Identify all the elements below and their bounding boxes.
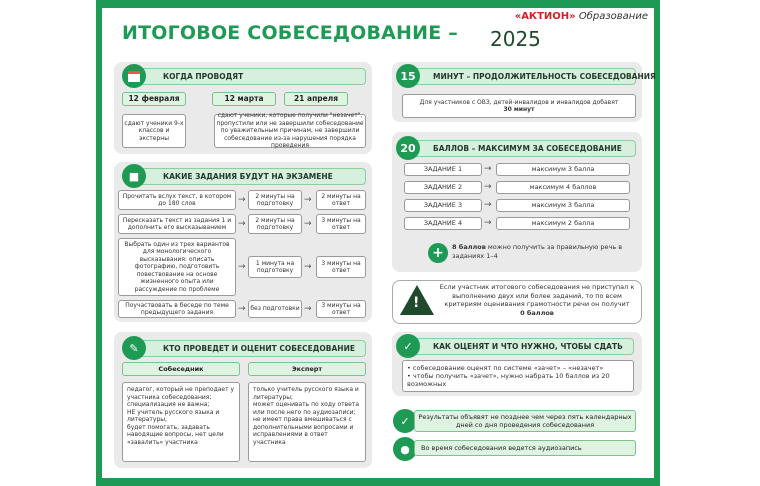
duration-note	[402, 94, 636, 118]
task-3-prep: 1 минута на подготовку	[248, 256, 302, 278]
plus-icon: +	[428, 243, 448, 263]
task-2-prep: 2 минуты на подготовку	[248, 214, 302, 234]
score-max-4: максимум 2 балла	[496, 217, 630, 230]
task-4-prep: без подготовки	[248, 300, 302, 318]
when-who: сдают ученики 9-х классов и экстерны	[122, 114, 186, 148]
date-1: 12 февраля	[122, 92, 186, 106]
when-header: КОГДА ПРОВОДЯТ	[138, 68, 366, 85]
document-icon: ✓	[396, 334, 420, 358]
list-item: педагог, который не преподает у участника собеседования;	[127, 386, 235, 401]
score-task-3: ЗАДАНИЕ 3	[404, 199, 482, 212]
list-item: НЕ учитель русского языка и литературы;	[127, 408, 220, 423]
score-task-1: ЗАДАНИЕ 1	[404, 163, 482, 176]
warning-text-block	[436, 283, 638, 317]
interlocutor-title: Собеседник	[122, 362, 240, 376]
task-1-answer: 2 минуты на ответ	[316, 190, 366, 210]
score-max-1: максимум 3 балла	[496, 163, 630, 176]
list-item: будет помогать, задавать наводящие вопросы, нет цели «завалить» участника	[127, 423, 224, 446]
duration-extra: 30 минут	[503, 106, 535, 113]
score-bonus	[452, 243, 632, 261]
expert-title: Эксперт	[248, 362, 366, 376]
score-task-2: ЗАДАНИЕ 2	[404, 181, 482, 194]
list-item: только учитель русского языка и литературы;	[253, 386, 359, 401]
tasks-header: КАКИЕ ЗАДАНИЯ БУДУТ НА ЭКЗАМЕНЕ	[138, 168, 366, 185]
list-item: не имеет права вмешиваться с дополнительными вопросами и исправлениями в ответ участника	[253, 416, 354, 446]
duration-note-text: Для участников с ОВЗ, детей-инвалидов и инвалидов добавят	[419, 98, 619, 106]
score-header: БАЛЛОВ – МАКСИМУМ ЗА СОБЕСЕДОВАНИЕ	[408, 140, 636, 157]
task-3-answer: 3 минуты на ответ	[316, 256, 366, 278]
arrow-icon: →	[484, 164, 492, 174]
task-3: Выбрать один из трех вариантов для монологического высказывания: описать фотографию, подготовить повествование на основе жизненного опыта или рассуждение по проблеме	[118, 238, 236, 296]
brand-logo: «АКТИОН» Образование	[514, 11, 648, 22]
warning-result: 0 баллов	[520, 308, 554, 317]
list-item: специализация не важна;	[127, 401, 210, 408]
arrow-icon: →	[238, 195, 246, 205]
page-title: ИТОГОВОЕ СОБЕСЕДОВАНИЕ –	[122, 22, 458, 44]
page-year: 2025	[490, 27, 541, 51]
task-1-prep: 2 минуты на подготовку	[248, 190, 302, 210]
arrow-icon: →	[484, 182, 492, 192]
microphone-icon: ●	[393, 437, 417, 461]
audio-note: Во время собеседования ведется аудиозапись	[414, 440, 636, 456]
task-4: Поучаствовать в беседе по теме предыдущего задания	[118, 300, 236, 318]
arrow-icon: →	[304, 262, 312, 272]
interlocutor-list	[122, 382, 240, 462]
examiners-header: КТО ПРОВЕДЕТ И ОЦЕНИТ СОБЕСЕДОВАНИЕ	[138, 340, 366, 357]
date-2: 12 марта	[212, 92, 276, 106]
calendar-icon	[122, 64, 146, 88]
score-max-3: максимум 3 балла	[496, 199, 630, 212]
grading-header: КАК ОЦЕНЯТ И ЧТО НУЖНО, ЧТОБЫ СДАТЬ	[408, 338, 634, 355]
task-2: Пересказать текст из задания 1 и дополнить его высказыванием	[118, 214, 236, 234]
check-icon: ✓	[393, 409, 417, 433]
arrow-icon: →	[238, 219, 246, 229]
expert-list	[248, 382, 366, 462]
list-item: • чтобы получить «зачет», нужно набрать 10 баллов из 20 возможных	[407, 372, 610, 388]
list-item: может оценивать по ходу ответа или после него по аудиозаписи;	[253, 401, 360, 416]
task-2-answer: 3 минуты на ответ	[316, 214, 366, 234]
pen-icon: ✎	[122, 336, 146, 360]
score-task-4: ЗАДАНИЕ 4	[404, 217, 482, 230]
task-4-answer: 3 минуты на ответ	[316, 300, 366, 318]
arrow-icon: →	[304, 304, 312, 314]
results-note: Результаты объявят не позднее чем через пять календарных дней со дня проведения собеседования	[414, 410, 636, 432]
camera-icon: ■	[122, 164, 146, 188]
task-1: Прочитать вслух текст, в котором до 180 слов	[118, 190, 236, 210]
score-bonus-points: 8 баллов	[452, 243, 486, 251]
score-max-2: максимум 4 баллов	[496, 181, 630, 194]
score-number: 20	[396, 136, 420, 160]
warning-text: Если участник итогового собеседования не приступал к выполнению двух или более заданий, то по всем критериям оценивания грамотности речи он получит	[439, 283, 635, 308]
duration-number: 15	[396, 64, 420, 88]
arrow-icon: →	[304, 219, 312, 229]
arrow-icon: →	[238, 262, 246, 272]
arrow-icon: →	[238, 304, 246, 314]
warning-mark-icon: !	[413, 295, 420, 311]
arrow-icon: →	[304, 195, 312, 205]
list-item: • собеседование оценят по системе «зачет» – «незачет»	[407, 364, 604, 372]
score-bonus-text: можно получить за правильную речь в заданиях 1–4	[452, 243, 623, 260]
date-3: 21 апреля	[284, 92, 348, 106]
arrow-icon: →	[484, 200, 492, 210]
list-item-text: собеседование оценят по системе «зачет» – «незачет»	[412, 364, 604, 372]
duration-header: МИНУТ – ПРОДОЛЖИТЕЛЬНОСТЬ СОБЕСЕДОВАНИЯ	[408, 68, 636, 85]
grading-list	[402, 360, 634, 392]
arrow-icon: →	[484, 218, 492, 228]
when-retake: сдают ученики, которые получили "незачет", пропустили или не завершили собеседование по уважительным причинам, не завершили собеседование из-за нарушения порядка проведения	[214, 114, 366, 148]
list-item-text: чтобы получить «зачет», нужно набрать 10 баллов из 20 возможных	[407, 372, 610, 388]
